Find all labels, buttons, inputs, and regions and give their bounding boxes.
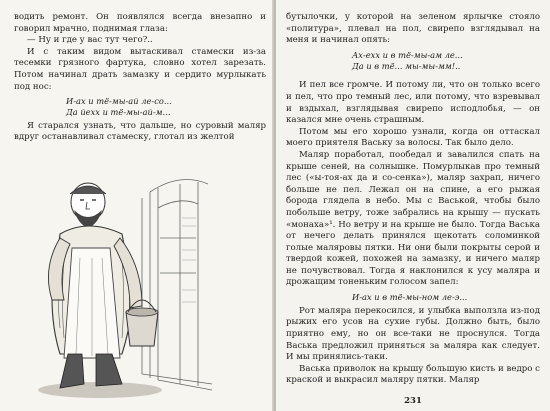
left-verse <box>66 96 266 118</box>
left-paragraph-1: водить ремонт. Он появлялся всегда внезапно и говорил мрачно, поднимая глаза: <box>14 12 266 34</box>
left-verse-line-1: И-ах и тё-мы-ай ле-со... <box>66 96 172 107</box>
painter-illustration <box>30 178 212 404</box>
left-paragraph-2: — Ну и где у вас тут чего?.. <box>27 35 153 46</box>
right-paragraph-1: И пел все громче. И потому ли, что он только всего и пел, что про темный лес, или потому, что взревывал и вздыхал, взглядывая свирепо исподлобья, — он казался мне очень страшным. <box>286 80 540 126</box>
right-verse-1 <box>352 50 540 72</box>
left-paragraph-3: И с таким видом вытаскивал стамески из-за тесемки грязного фартука, словно хотел зарезать. Потом начинал драть замазку и сердито мурлыкать под нос: <box>14 46 266 92</box>
right-paragraph-top: бутылочки, у которой на зеленом ярлычке стояло «политура», плевал на пол, свирепо взглядывал на меня и начинал опять: <box>286 12 540 46</box>
right-paragraph-5: Васька приволок на крышу большую кисть и ведро с краской и выкрасил маляру пятки. Маляр <box>286 363 540 386</box>
right-verse-1-line-2: Да и в тё... мы-мы-мм!.. <box>352 60 461 71</box>
right-page <box>276 0 550 411</box>
right-paragraph-3: Маляр поработал, пообедал и завалился спать на крыше сеней, на солнышке. Помурлыкав про темный лес («ы-тоя-ах да и со-сенка»), маляр захрап, ничего больше не пел. Лежал он на спине, а его рыжая борода глядела в небо. Мы с Васькой, чтобы было побольше ветру, тоже забрались на крышу — пускать «монаха»¹. Но ветру и на крыше не было. Тогда Васька от нечего делать принялся щекотать соломинкой голые маляровы пятки. Ни они были покрыты серой и твердой кожей, похожей на замазку, и ничего маляр не почувствовал. Тогда я наклонился к усу маляра и дрожащим тоненьким голосом запел: <box>286 149 540 288</box>
right-paragraph-4: Рот маляра перекосился, и улыбка выползла из-под рыжих его усов на сухие губы. Должно быть, было приятно ему, но он все-таки не проснулся. Тогда Васька предложил приняться за маляра как следует. И мы принялись-таки. <box>286 305 540 363</box>
right-verse-2-line-1: И-ах и в тё-мы-ном ле-э... <box>352 292 468 303</box>
right-verse-1-line-1: Ах-ехх и в тё-мы-ам ле... <box>352 49 463 60</box>
left-verse-line-2: Да йехх и тё-мы-ай-м... <box>66 106 171 117</box>
right-paragraph-2: Потом мы его хорошо узнали, когда он оттаскал моего приятеля Ваську за волосы. Так было дело. <box>286 126 540 149</box>
right-verse-2 <box>352 292 540 303</box>
left-page <box>0 0 274 411</box>
page-number: 231 <box>404 396 422 406</box>
left-paragraph-4: Я старался узнать, что дальше, но суровый маляр вдруг останавливал стамеску, глотал из желтой <box>14 120 266 143</box>
